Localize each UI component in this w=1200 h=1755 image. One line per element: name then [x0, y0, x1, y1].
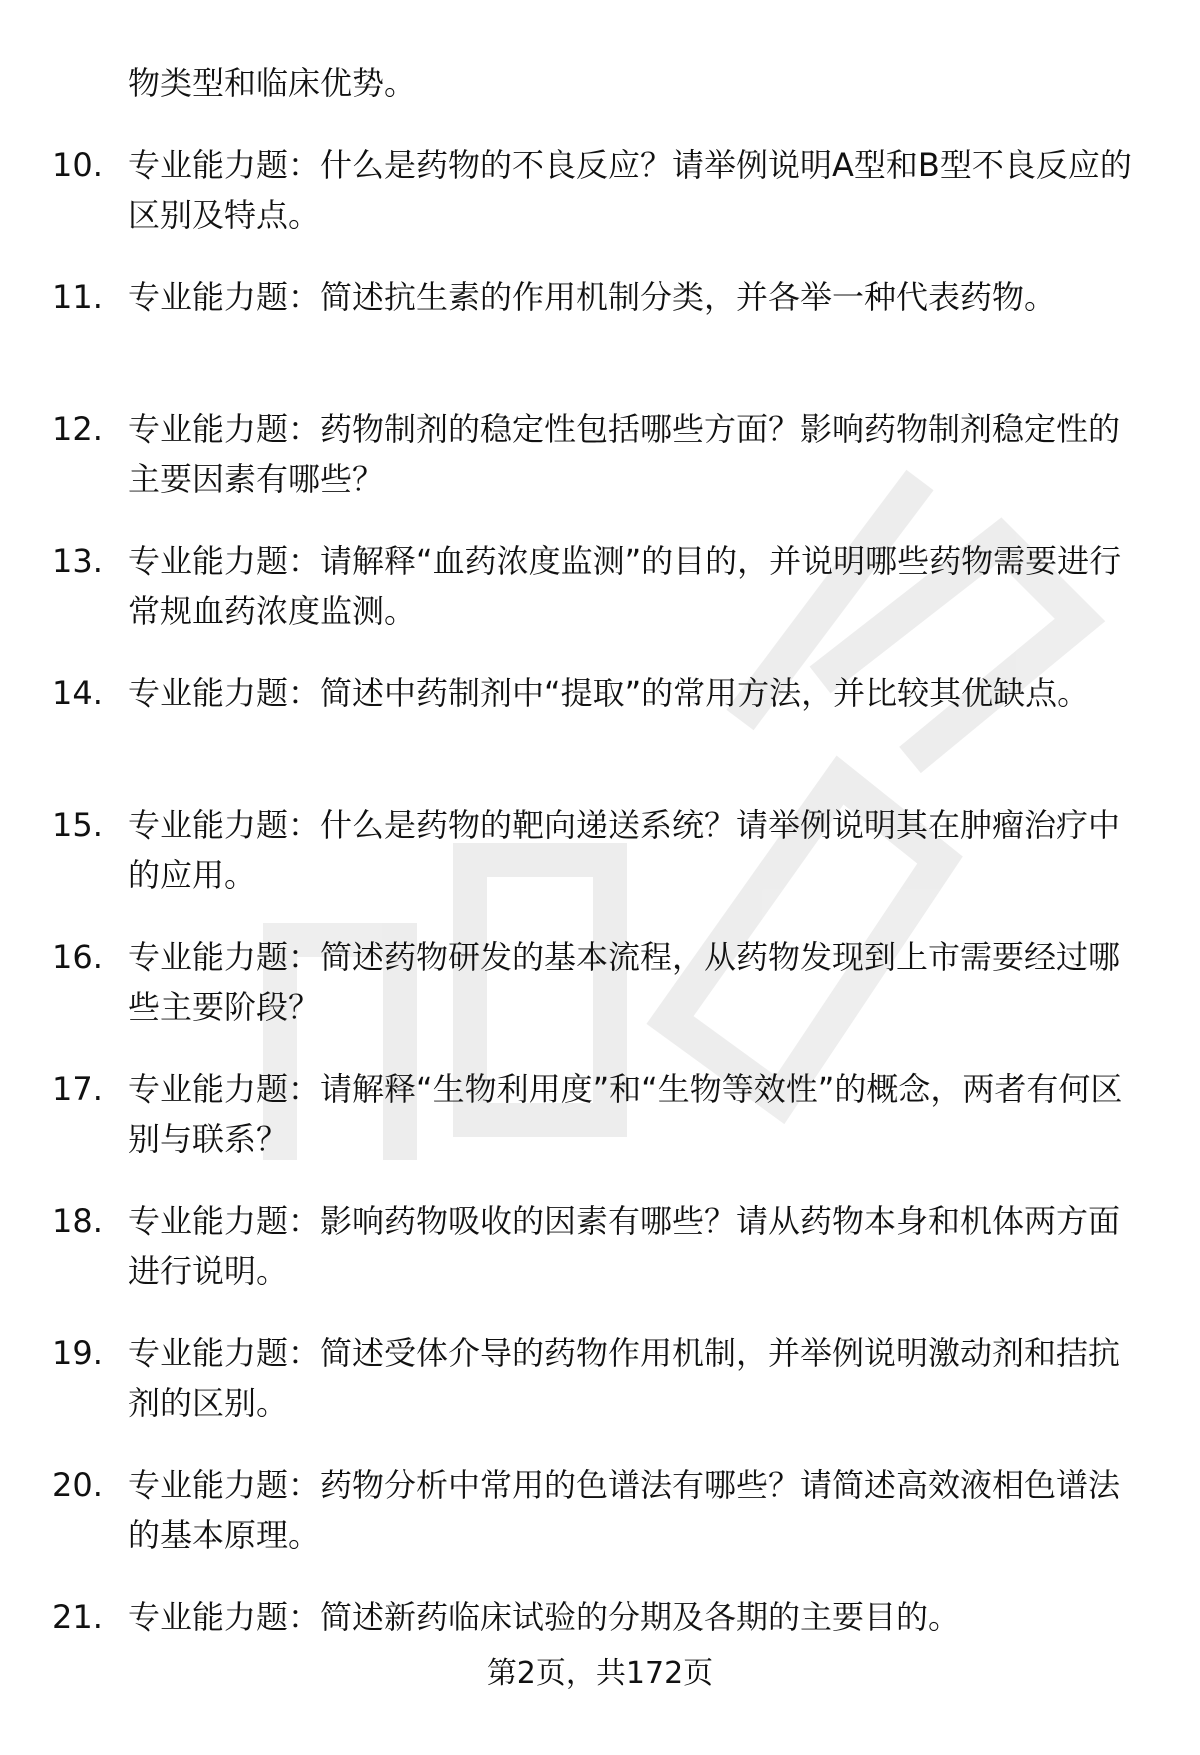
item-text: 专业能力题：简述中药制剂中“提取”的常用方法，并比较其优缺点。	[128, 674, 1090, 712]
item-text: 专业能力题：请解释“生物利用度”和“生物等效性”的概念，两者有何区别与联系？	[128, 1070, 1123, 1158]
list-item	[0, 932, 1200, 1064]
list-item	[0, 140, 1200, 272]
item-number: 10.	[52, 146, 103, 184]
item-text: 专业能力题：影响药物吸收的因素有哪些？请从药物本身和机体两方面进行说明。	[128, 1202, 1121, 1290]
item-text: 专业能力题：药物分析中常用的色谱法有哪些？请简述高效液相色谱法的基本原理。	[128, 1466, 1121, 1554]
item-number: 18.	[52, 1202, 103, 1240]
list-item	[0, 800, 1200, 932]
list-item	[0, 668, 1200, 800]
list-item	[0, 272, 1200, 404]
item-number: 11.	[52, 278, 103, 316]
item-text: 专业能力题：简述抗生素的作用机制分类，并各举一种代表药物。	[128, 278, 1057, 316]
question-list	[0, 140, 1200, 1724]
item-text: 专业能力题：什么是药物的靶向递送系统？请举例说明其在肿瘤治疗中的应用。	[128, 806, 1121, 894]
list-item	[0, 1064, 1200, 1196]
item-number: 16.	[52, 938, 103, 976]
item-number: 17.	[52, 1070, 103, 1108]
item-number: 13.	[52, 542, 103, 580]
item-number: 21.	[52, 1598, 103, 1636]
item-number: 12.	[52, 410, 103, 448]
page-footer: 第2页，共172页	[486, 1656, 714, 1691]
item-number: 19.	[52, 1334, 103, 1372]
item-number: 14.	[52, 674, 103, 712]
item-text: 专业能力题：简述新药临床试验的分期及各期的主要目的。	[128, 1598, 961, 1636]
list-item	[0, 1328, 1200, 1460]
item-text: 专业能力题：请解释“血药浓度监测”的目的，并说明哪些药物需要进行常规血药浓度监测。	[128, 542, 1122, 630]
item-text: 专业能力题：什么是药物的不良反应？请举例说明A型和B型不良反应的区别及特点。	[128, 146, 1132, 234]
item-number: 20.	[52, 1466, 103, 1504]
item-number: 15.	[52, 806, 103, 844]
item-text: 专业能力题：药物制剂的稳定性包括哪些方面？影响药物制剂稳定性的主要因素有哪些？	[128, 410, 1121, 498]
list-item	[0, 1196, 1200, 1328]
list-item	[0, 404, 1200, 536]
item-text: 专业能力题：简述受体介导的药物作用机制，并举例说明激动剂和拮抗剂的区别。	[128, 1334, 1121, 1422]
item-text: 专业能力题：简述药物研发的基本流程，从药物发现到上市需要经过哪些主要阶段？	[128, 938, 1121, 1026]
continuation-text: 物类型和临床优势。	[128, 64, 417, 102]
list-item	[0, 536, 1200, 668]
list-item	[0, 1460, 1200, 1592]
